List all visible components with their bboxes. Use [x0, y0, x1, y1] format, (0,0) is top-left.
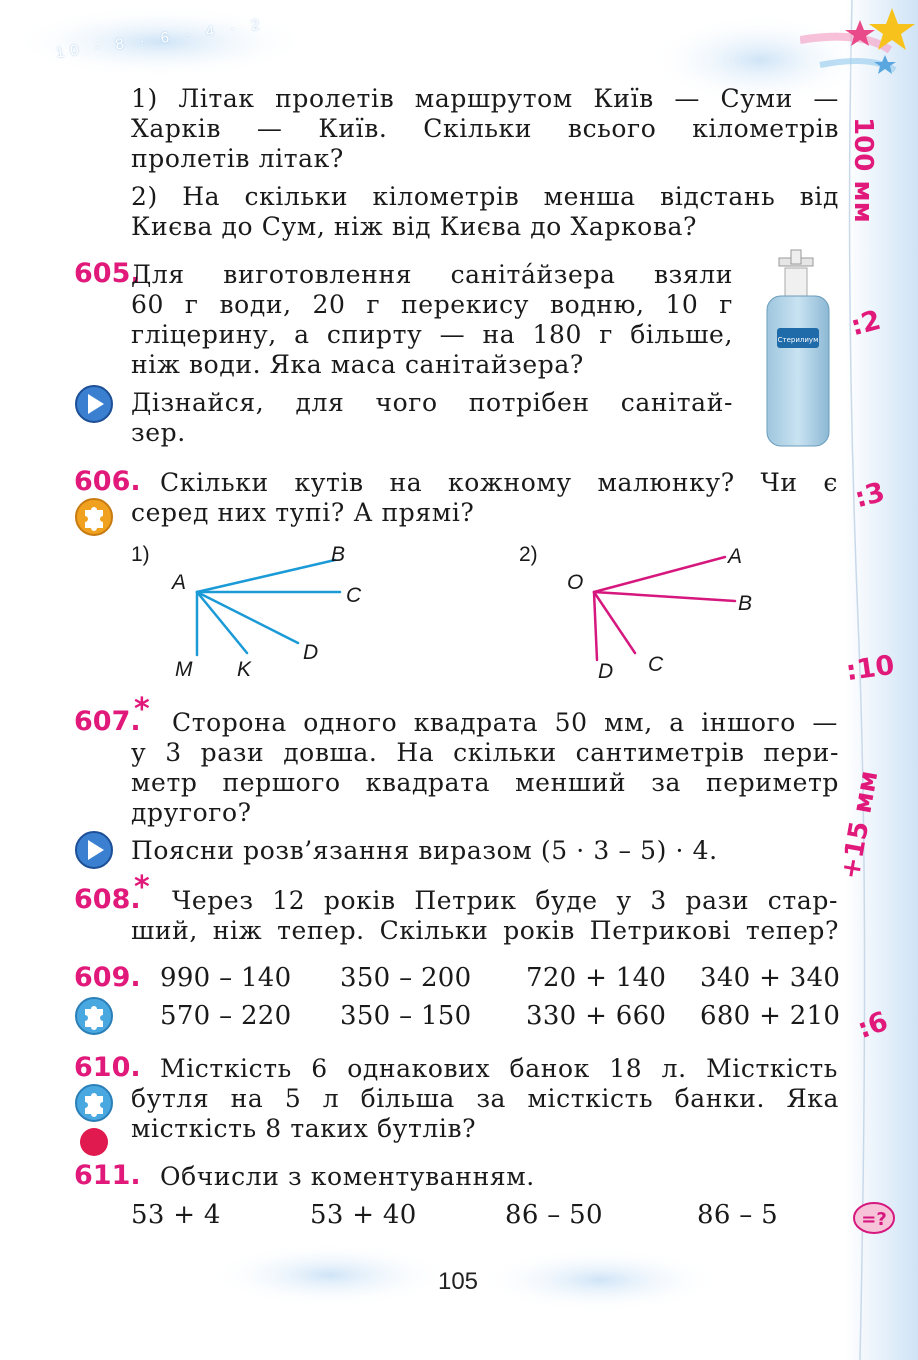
question-icon: [852, 1200, 896, 1236]
task-609-r2c4: 680 + 210: [700, 1001, 841, 1031]
task-605-line2: 60 г води, 20 г перекису водню, 10 г: [131, 290, 733, 319]
task-609-number: 609.: [74, 962, 141, 993]
task-top-line3: пролетів літак?: [131, 144, 344, 173]
side-note-div6: :6: [853, 1005, 893, 1046]
task-611-line1: Обчисли з коментуванням.: [160, 1162, 535, 1191]
task-607-line1: Сторона одного квадрата 50 мм, а іншого —: [172, 708, 838, 737]
decor-top-numbers: 10 · 8 · 6 · 4 · 2: [54, 15, 267, 62]
task-611-expr4: 86 – 5: [697, 1200, 778, 1230]
fig1-point-B: B: [331, 543, 346, 566]
task-610-line1: Місткість 6 однакових банок 18 л. Місткість: [160, 1054, 838, 1083]
task-608-line1: Через 12 років Петрик буде у 3 рази стар-: [172, 886, 838, 915]
task-605-line3: гліцерину, а спирту — на 180 г більше,: [131, 320, 733, 349]
puzzle-icon: [74, 497, 114, 537]
svg-text:=?: =?: [861, 1209, 887, 1230]
task-605-line5: Дізнайся, для чого потрібен санітай-: [131, 388, 733, 417]
task-609-r1c1: 990 – 140: [160, 963, 292, 993]
task-609-r1c4: 340 + 340: [700, 963, 841, 993]
task-609-r2c2: 350 – 150: [340, 1001, 472, 1031]
task-606-line2: серед них тупі? А прямі?: [131, 498, 475, 527]
task-611-expr3: 86 – 50: [505, 1200, 603, 1230]
page-number: 105: [437, 1268, 479, 1295]
fig2-point-O: O: [567, 571, 584, 594]
fig1-point-A: A: [172, 571, 187, 594]
task-607: [131, 738, 839, 866]
fig1-point-C: C: [346, 584, 362, 607]
task-610-line3: місткість 8 таких бутлів?: [131, 1114, 477, 1143]
side-note-100mm: 100 мм: [848, 117, 878, 223]
task-611-expr2: 53 + 40: [310, 1200, 417, 1230]
task-top-line5: Києва до Сум, ніж від Києва до Харкова?: [131, 212, 698, 241]
task-top-line1: 1) Літак пролетів маршрутом Київ — Суми —: [131, 84, 839, 113]
task-609-r2c3: 330 + 660: [526, 1001, 667, 1031]
task-609-r1c3: 720 + 140: [526, 963, 667, 993]
task-607-line4: другого?: [131, 798, 252, 827]
task-611-expr1: 53 + 4: [131, 1200, 221, 1230]
task-605-line6: зер.: [131, 418, 186, 447]
play-arrow-icon: [74, 830, 114, 870]
fig2-label: 2): [519, 543, 538, 566]
side-note-div2: :2: [847, 304, 885, 343]
task-608-number: 608.: [74, 884, 141, 915]
puzzle-icon: [74, 996, 114, 1036]
task-607-star: *: [134, 692, 150, 727]
task-608-star: *: [134, 870, 150, 905]
task-610: [131, 1084, 839, 1144]
task-606-number: 606.: [74, 466, 141, 497]
task-609-r2c1: 570 – 220: [160, 1001, 292, 1031]
task-608-line1-wrap: [172, 886, 838, 916]
fig1-point-K: K: [237, 658, 252, 681]
task-top: [131, 84, 839, 242]
task-605-number: 605.: [74, 258, 141, 289]
red-dot-icon: [78, 1126, 110, 1158]
fig1-point-M: M: [175, 658, 193, 681]
side-note-div10: :10: [844, 649, 897, 688]
task-608-line2-wrap: [131, 916, 839, 946]
fig2-point-B: B: [738, 592, 753, 615]
task-top-line4: 2) На скільки кілометрів менша відстань від: [131, 182, 839, 211]
task-611-number: 611.: [74, 1160, 141, 1191]
figure-1-angles: [160, 545, 390, 685]
task-607-line2: у 3 рази довша. На скільки сантиметрів пери-: [131, 738, 839, 767]
fig1-point-D: D: [303, 641, 319, 664]
task-606: [160, 468, 838, 498]
task-608-line2: ший, ніж тепер. Скільки років Петрикові тепер?: [131, 916, 839, 945]
task-610-number: 610.: [74, 1052, 141, 1083]
task-605: [131, 260, 733, 448]
play-arrow-icon: [74, 384, 114, 424]
side-note-plus15mm: +15 мм: [835, 768, 885, 882]
fig2-point-D: D: [598, 660, 614, 683]
task-top-line2: Харків — Київ. Скільки всього кілометрів: [131, 114, 839, 143]
task-607-line3: метр першого квадрата менший за периметр: [131, 768, 839, 797]
task-605-line1: Для виготовлення санітáйзера взяли: [131, 260, 733, 289]
task-610-line2: бутля на 5 л більша за місткість банки. Яка: [131, 1084, 839, 1113]
fig2-point-C: C: [648, 653, 664, 676]
task-610-line1-wrap: [160, 1054, 838, 1084]
sanitizer-bottle-image: [755, 248, 845, 453]
task-605-line4: ніж води. Яка маса санітайзера?: [131, 350, 584, 379]
puzzle-icon: [74, 1083, 114, 1123]
task-607-line5: Поясни розв’язання виразом (5 · 3 – 5) · 4.: [131, 836, 718, 865]
fig2-point-A: A: [728, 545, 743, 568]
bottle-label: Стерилиум: [777, 336, 819, 344]
fig1-label: 1): [131, 543, 150, 566]
task-607-number: 607.: [74, 706, 141, 737]
task-607-line1-wrap: [172, 708, 838, 738]
task-609-r1c2: 350 – 200: [340, 963, 472, 993]
side-note-div3: :3: [851, 476, 889, 515]
task-606-line1: Скільки кутів на кожному малюнку? Чи є: [160, 468, 838, 497]
